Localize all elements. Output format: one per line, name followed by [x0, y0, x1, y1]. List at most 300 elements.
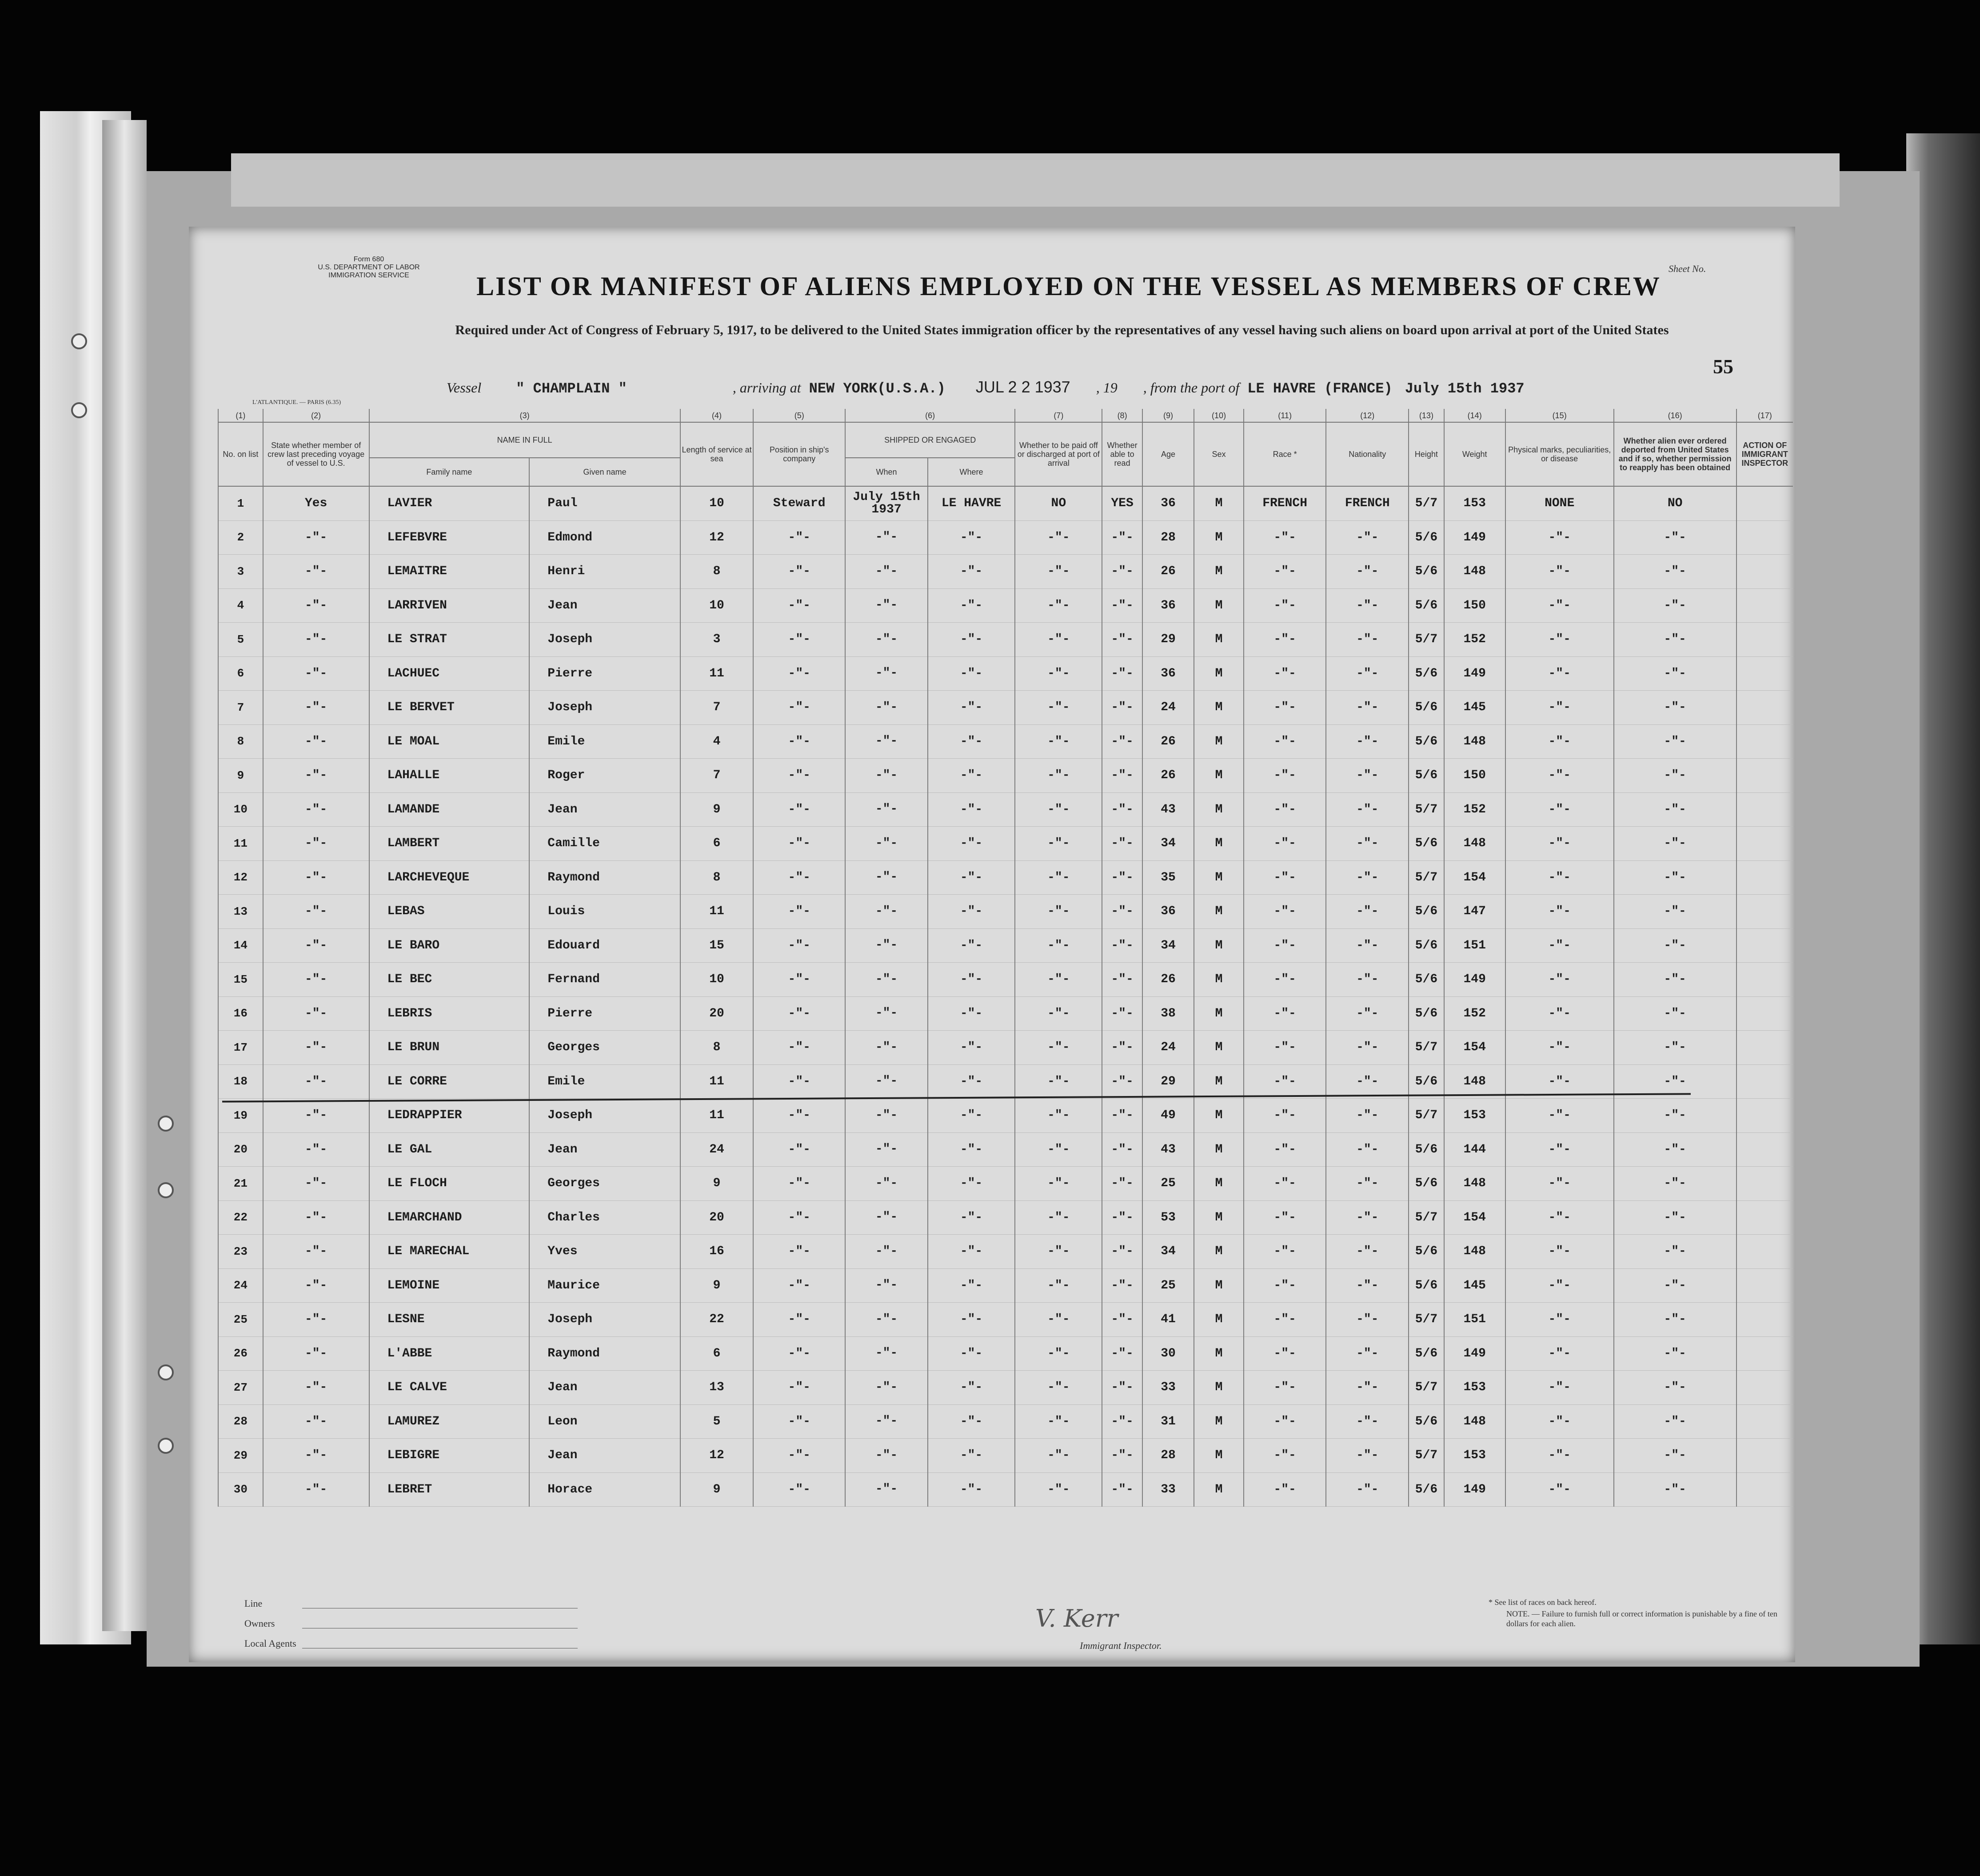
- inspector-action-cell: [1736, 895, 1793, 929]
- prev-voyage-cell: -"-: [263, 827, 369, 861]
- shipped-where-cell: -"-: [928, 1336, 1015, 1371]
- physical-marks-cell: -"-: [1505, 1167, 1614, 1201]
- nationality-cell: -"-: [1326, 1268, 1409, 1303]
- physical-marks-cell: -"-: [1505, 1336, 1614, 1371]
- race-cell: -"-: [1244, 555, 1326, 589]
- race-cell: -"-: [1244, 1268, 1326, 1303]
- prev-voyage-cell: -"-: [263, 555, 369, 589]
- sex-cell: M: [1194, 963, 1243, 997]
- col-5-header: Position in ship's company: [753, 422, 845, 486]
- line-number: 14: [218, 928, 263, 963]
- shipped-where-cell: -"-: [928, 963, 1015, 997]
- family-name-cell: LAMBERT: [369, 827, 530, 861]
- nationality-cell: -"-: [1326, 1371, 1409, 1405]
- table-row: [218, 1268, 1793, 1303]
- line-number: 1: [218, 486, 263, 520]
- col-12-num: (12): [1326, 409, 1409, 422]
- paid-off-cell: -"-: [1015, 588, 1102, 623]
- age-cell: 36: [1142, 588, 1194, 623]
- position-cell: -"-: [753, 1336, 845, 1371]
- service-cell: 15: [680, 928, 753, 963]
- table-row: [218, 759, 1793, 793]
- height-cell: 5/6: [1409, 1132, 1444, 1167]
- age-cell: 26: [1142, 759, 1194, 793]
- physical-marks-cell: -"-: [1505, 827, 1614, 861]
- deported-cell: NO: [1614, 486, 1736, 520]
- age-cell: 34: [1142, 928, 1194, 963]
- position-cell: -"-: [753, 588, 845, 623]
- inspector-action-cell: [1736, 792, 1793, 827]
- inspector-action-cell: [1736, 1303, 1793, 1337]
- inspector-action-cell: [1736, 656, 1793, 691]
- race-cell: -"-: [1244, 1200, 1326, 1235]
- weight-cell: 147: [1444, 895, 1505, 929]
- given-name-cell: Georges: [529, 1031, 680, 1065]
- paid-off-cell: -"-: [1015, 1064, 1102, 1099]
- height-cell: 5/6: [1409, 588, 1444, 623]
- given-name-cell: Pierre: [529, 656, 680, 691]
- service-cell: 11: [680, 656, 753, 691]
- sheet-number-label: Sheet No.: [1669, 263, 1706, 274]
- paid-off-cell: -"-: [1015, 759, 1102, 793]
- able-to-read-cell: -"-: [1102, 623, 1142, 657]
- shipped-where-cell: -"-: [928, 1132, 1015, 1167]
- prev-voyage-cell: -"-: [263, 895, 369, 929]
- height-cell: 5/6: [1409, 996, 1444, 1031]
- given-name-cell: Jean: [529, 1371, 680, 1405]
- inspector-action-cell: [1736, 623, 1793, 657]
- col-14-num: (14): [1444, 409, 1505, 422]
- table-row: [218, 1235, 1793, 1269]
- race-cell: -"-: [1244, 1099, 1326, 1133]
- col-2-header: State whether member of crew last preceding voyage of vessel to U.S.: [263, 422, 369, 486]
- deported-cell: -"-: [1614, 996, 1736, 1031]
- weight-cell: 152: [1444, 623, 1505, 657]
- shipped-when-cell: -"-: [845, 895, 928, 929]
- col-5-num: (5): [753, 409, 845, 422]
- given-name-cell: Roger: [529, 759, 680, 793]
- age-cell: 36: [1142, 656, 1194, 691]
- shipped-when-cell: -"-: [845, 1235, 928, 1269]
- paid-off-cell: -"-: [1015, 1031, 1102, 1065]
- position-cell: -"-: [753, 1064, 845, 1099]
- age-cell: 29: [1142, 623, 1194, 657]
- shipped-when-cell: July 15th 1937: [845, 486, 928, 520]
- family-name-cell: LEFEBVRE: [369, 520, 530, 555]
- weight-cell: 154: [1444, 1031, 1505, 1065]
- sex-cell: M: [1194, 1132, 1243, 1167]
- shipped-when-cell: -"-: [845, 1031, 928, 1065]
- shipped-when-cell: -"-: [845, 928, 928, 963]
- prev-voyage-cell: -"-: [263, 1031, 369, 1065]
- table-row: [218, 656, 1793, 691]
- table-row: [218, 555, 1793, 589]
- physical-marks-cell: -"-: [1505, 623, 1614, 657]
- deported-cell: -"-: [1614, 792, 1736, 827]
- race-cell: -"-: [1244, 656, 1326, 691]
- shipped-where-cell: -"-: [928, 895, 1015, 929]
- position-cell: -"-: [753, 1235, 845, 1269]
- service-cell: 11: [680, 895, 753, 929]
- fine-note: NOTE. — Failure to furnish full or correct information is punishable by a fine of ten dollars for each alien.: [1506, 1609, 1777, 1628]
- col-3-num: (3): [369, 409, 680, 422]
- deported-cell: -"-: [1614, 1472, 1736, 1507]
- shipped-where-cell: -"-: [928, 724, 1015, 759]
- inspector-action-cell: [1736, 759, 1793, 793]
- table-row: [218, 1167, 1793, 1201]
- deported-cell: -"-: [1614, 520, 1736, 555]
- shipped-where-cell: LE HAVRE: [928, 486, 1015, 520]
- given-name-cell: Louis: [529, 895, 680, 929]
- line-number: 22: [218, 1200, 263, 1235]
- service-cell: 12: [680, 1439, 753, 1473]
- shipped-when-cell: -"-: [845, 588, 928, 623]
- table-row: [218, 724, 1793, 759]
- age-cell: 43: [1142, 792, 1194, 827]
- line-number: 16: [218, 996, 263, 1031]
- sex-cell: M: [1194, 486, 1243, 520]
- paid-off-cell: -"-: [1015, 895, 1102, 929]
- prev-voyage-cell: -"-: [263, 759, 369, 793]
- weight-cell: 149: [1444, 520, 1505, 555]
- height-cell: 5/6: [1409, 759, 1444, 793]
- shipped-where-cell: -"-: [928, 1439, 1015, 1473]
- table-row: [218, 963, 1793, 997]
- departure-date: July 15th 1937: [1405, 380, 1525, 397]
- paid-off-cell: -"-: [1015, 1336, 1102, 1371]
- paid-off-cell: -"-: [1015, 1235, 1102, 1269]
- position-cell: -"-: [753, 928, 845, 963]
- left-book-edge: [102, 120, 147, 1631]
- service-cell: 8: [680, 555, 753, 589]
- given-name-cell: Joseph: [529, 691, 680, 725]
- inspector-action-cell: [1736, 691, 1793, 725]
- line-number: 7: [218, 691, 263, 725]
- deported-cell: -"-: [1614, 963, 1736, 997]
- race-cell: -"-: [1244, 724, 1326, 759]
- able-to-read-cell: -"-: [1102, 1336, 1142, 1371]
- height-cell: 5/7: [1409, 1439, 1444, 1473]
- paid-off-cell: -"-: [1015, 623, 1102, 657]
- prev-voyage-cell: -"-: [263, 691, 369, 725]
- binder-hole: [158, 1182, 174, 1198]
- table-row: [218, 860, 1793, 895]
- race-cell: -"-: [1244, 691, 1326, 725]
- able-to-read-cell: -"-: [1102, 860, 1142, 895]
- sex-cell: M: [1194, 996, 1243, 1031]
- age-cell: 26: [1142, 963, 1194, 997]
- page-number: 55: [1713, 355, 1733, 378]
- weight-cell: 148: [1444, 1235, 1505, 1269]
- col-13-header: Height: [1409, 422, 1444, 486]
- sex-cell: M: [1194, 1064, 1243, 1099]
- table-row: [218, 588, 1793, 623]
- family-name-cell: LEDRAPPIER: [369, 1099, 530, 1133]
- physical-marks-cell: -"-: [1505, 691, 1614, 725]
- paid-off-cell: -"-: [1015, 555, 1102, 589]
- inspector-action-cell: [1736, 1031, 1793, 1065]
- physical-marks-cell: -"-: [1505, 1472, 1614, 1507]
- shipped-where-cell: -"-: [928, 623, 1015, 657]
- service-cell: 4: [680, 724, 753, 759]
- height-cell: 5/7: [1409, 486, 1444, 520]
- inspector-action-cell: [1736, 1336, 1793, 1371]
- able-to-read-cell: -"-: [1102, 1099, 1142, 1133]
- nationality-cell: -"-: [1326, 1439, 1409, 1473]
- deported-cell: -"-: [1614, 759, 1736, 793]
- sex-cell: M: [1194, 1268, 1243, 1303]
- race-cell: -"-: [1244, 963, 1326, 997]
- shipped-when-cell: -"-: [845, 1167, 928, 1201]
- shipped-when-cell: -"-: [845, 1200, 928, 1235]
- service-cell: 9: [680, 1268, 753, 1303]
- col-8-header: Whether able to read: [1102, 422, 1142, 486]
- table-row: [218, 1200, 1793, 1235]
- service-cell: 7: [680, 759, 753, 793]
- family-name-cell: LEMAITRE: [369, 555, 530, 589]
- age-cell: 36: [1142, 895, 1194, 929]
- prev-voyage-cell: -"-: [263, 1132, 369, 1167]
- col-8-num: (8): [1102, 409, 1142, 422]
- age-cell: 34: [1142, 1235, 1194, 1269]
- family-name-cell: LE BRUN: [369, 1031, 530, 1065]
- paid-off-cell: -"-: [1015, 1167, 1102, 1201]
- shipped-where-cell: -"-: [928, 1371, 1015, 1405]
- year-label: , 19: [1096, 380, 1118, 396]
- race-cell: -"-: [1244, 1167, 1326, 1201]
- inspector-action-cell: [1736, 486, 1793, 520]
- vessel-label: Vessel: [447, 380, 482, 396]
- shipped-where-header: Where: [928, 458, 1015, 486]
- line-number: 30: [218, 1472, 263, 1507]
- shipped-when-cell: -"-: [845, 1336, 928, 1371]
- age-cell: 28: [1142, 1439, 1194, 1473]
- position-cell: -"-: [753, 1371, 845, 1405]
- deported-cell: -"-: [1614, 1132, 1736, 1167]
- nationality-cell: -"-: [1326, 1099, 1409, 1133]
- local-agents-label: Local Agents: [244, 1638, 296, 1649]
- age-cell: 53: [1142, 1200, 1194, 1235]
- service-cell: 12: [680, 520, 753, 555]
- weight-cell: 153: [1444, 486, 1505, 520]
- table-row: [218, 1336, 1793, 1371]
- shipped-when-cell: -"-: [845, 1404, 928, 1439]
- sex-cell: M: [1194, 792, 1243, 827]
- nationality-cell: -"-: [1326, 928, 1409, 963]
- prev-voyage-cell: -"-: [263, 1439, 369, 1473]
- table-row: [218, 928, 1793, 963]
- physical-marks-cell: -"-: [1505, 1099, 1614, 1133]
- race-cell: -"-: [1244, 1371, 1326, 1405]
- family-name-cell: LAMANDE: [369, 792, 530, 827]
- paid-off-cell: -"-: [1015, 1099, 1102, 1133]
- nationality-cell: -"-: [1326, 1167, 1409, 1201]
- family-name-cell: LEBRET: [369, 1472, 530, 1507]
- race-cell: -"-: [1244, 759, 1326, 793]
- sex-cell: M: [1194, 1371, 1243, 1405]
- able-to-read-cell: -"-: [1102, 724, 1142, 759]
- col-1-num: (1): [218, 409, 263, 422]
- height-cell: 5/6: [1409, 1167, 1444, 1201]
- race-cell: FRENCH: [1244, 486, 1326, 520]
- prev-voyage-cell: -"-: [263, 1371, 369, 1405]
- height-cell: 5/7: [1409, 792, 1444, 827]
- able-to-read-cell: -"-: [1102, 656, 1142, 691]
- weight-cell: 149: [1444, 963, 1505, 997]
- able-to-read-cell: -"-: [1102, 895, 1142, 929]
- col-10-num: (10): [1194, 409, 1243, 422]
- paid-off-cell: -"-: [1015, 928, 1102, 963]
- given-name-cell: Emile: [529, 724, 680, 759]
- height-cell: 5/6: [1409, 691, 1444, 725]
- nationality-cell: -"-: [1326, 724, 1409, 759]
- sex-cell: M: [1194, 520, 1243, 555]
- weight-cell: 150: [1444, 759, 1505, 793]
- given-name-cell: Raymond: [529, 860, 680, 895]
- prev-voyage-cell: -"-: [263, 996, 369, 1031]
- physical-marks-cell: -"-: [1505, 1404, 1614, 1439]
- service-cell: 11: [680, 1064, 753, 1099]
- physical-marks-cell: -"-: [1505, 1303, 1614, 1337]
- nationality-cell: -"-: [1326, 588, 1409, 623]
- shipped-when-cell: -"-: [845, 656, 928, 691]
- nationality-cell: -"-: [1326, 895, 1409, 929]
- able-to-read-cell: -"-: [1102, 1235, 1142, 1269]
- able-to-read-cell: -"-: [1102, 1132, 1142, 1167]
- prev-voyage-cell: -"-: [263, 860, 369, 895]
- age-cell: 31: [1142, 1404, 1194, 1439]
- prev-voyage-cell: -"-: [263, 724, 369, 759]
- position-cell: -"-: [753, 895, 845, 929]
- nationality-cell: -"-: [1326, 656, 1409, 691]
- deported-cell: -"-: [1614, 656, 1736, 691]
- race-cell: -"-: [1244, 1031, 1326, 1065]
- nationality-cell: -"-: [1326, 1132, 1409, 1167]
- race-cell: -"-: [1244, 792, 1326, 827]
- table-row: [218, 792, 1793, 827]
- weight-cell: 151: [1444, 928, 1505, 963]
- sex-cell: M: [1194, 1031, 1243, 1065]
- given-name-cell: Georges: [529, 1167, 680, 1201]
- deported-cell: -"-: [1614, 691, 1736, 725]
- position-cell: -"-: [753, 1031, 845, 1065]
- sex-cell: M: [1194, 928, 1243, 963]
- inspector-action-cell: [1736, 860, 1793, 895]
- col-13-num: (13): [1409, 409, 1444, 422]
- col-16-num: (16): [1614, 409, 1736, 422]
- line-number: 3: [218, 555, 263, 589]
- able-to-read-cell: -"-: [1102, 1439, 1142, 1473]
- weight-cell: 153: [1444, 1371, 1505, 1405]
- race-cell: -"-: [1244, 1064, 1326, 1099]
- race-cell: -"-: [1244, 1235, 1326, 1269]
- age-cell: 28: [1142, 520, 1194, 555]
- nationality-cell: -"-: [1326, 996, 1409, 1031]
- table-row: [218, 1132, 1793, 1167]
- height-cell: 5/6: [1409, 928, 1444, 963]
- race-cell: -"-: [1244, 1336, 1326, 1371]
- sex-cell: M: [1194, 860, 1243, 895]
- height-cell: 5/6: [1409, 656, 1444, 691]
- deported-cell: -"-: [1614, 1064, 1736, 1099]
- shipped-when-cell: -"-: [845, 996, 928, 1031]
- paid-off-cell: -"-: [1015, 996, 1102, 1031]
- paid-off-cell: -"-: [1015, 656, 1102, 691]
- prev-voyage-cell: -"-: [263, 1268, 369, 1303]
- table-row: [218, 1303, 1793, 1337]
- physical-marks-cell: NONE: [1505, 486, 1614, 520]
- nationality-cell: -"-: [1326, 691, 1409, 725]
- printer-mark: L'ATLANTIQUE. — PARIS (6.35): [252, 399, 341, 406]
- table-row: [218, 1031, 1793, 1065]
- line-number: 24: [218, 1268, 263, 1303]
- weight-cell: 149: [1444, 1336, 1505, 1371]
- weight-cell: 151: [1444, 1303, 1505, 1337]
- line-number: 18: [218, 1064, 263, 1099]
- race-cell: -"-: [1244, 1404, 1326, 1439]
- sex-cell: M: [1194, 827, 1243, 861]
- nationality-cell: FRENCH: [1326, 486, 1409, 520]
- sex-cell: M: [1194, 1099, 1243, 1133]
- given-name-cell: Joseph: [529, 1099, 680, 1133]
- given-name-cell: Jean: [529, 792, 680, 827]
- sex-cell: M: [1194, 691, 1243, 725]
- physical-marks-cell: -"-: [1505, 1064, 1614, 1099]
- shipped-when-cell: -"-: [845, 792, 928, 827]
- service-cell: 22: [680, 1303, 753, 1337]
- prev-voyage-cell: -"-: [263, 1064, 369, 1099]
- nationality-cell: -"-: [1326, 623, 1409, 657]
- sex-cell: M: [1194, 1167, 1243, 1201]
- line-number: 5: [218, 623, 263, 657]
- shipped-when-cell: -"-: [845, 759, 928, 793]
- col-15-header: Physical marks, peculiarities, or disease: [1505, 422, 1614, 486]
- height-cell: 5/6: [1409, 963, 1444, 997]
- col-6-header: SHIPPED OR ENGAGED: [845, 422, 1015, 458]
- deported-cell: -"-: [1614, 827, 1736, 861]
- able-to-read-cell: -"-: [1102, 996, 1142, 1031]
- service-cell: 13: [680, 1371, 753, 1405]
- table-row: [218, 895, 1793, 929]
- shipped-where-cell: -"-: [928, 1200, 1015, 1235]
- line-number: 28: [218, 1404, 263, 1439]
- physical-marks-cell: -"-: [1505, 1268, 1614, 1303]
- shipped-when-cell: -"-: [845, 860, 928, 895]
- inspector-action-cell: [1736, 1235, 1793, 1269]
- line-number: 27: [218, 1371, 263, 1405]
- position-cell: -"-: [753, 1132, 845, 1167]
- weight-cell: 148: [1444, 827, 1505, 861]
- line-number: 17: [218, 1031, 263, 1065]
- prev-voyage-cell: -"-: [263, 1167, 369, 1201]
- line-number: 21: [218, 1167, 263, 1201]
- family-name-cell: LEBRIS: [369, 996, 530, 1031]
- given-name-cell: Jean: [529, 1132, 680, 1167]
- given-name-cell: Pierre: [529, 996, 680, 1031]
- races-note: * See list of races on back hereof.: [1489, 1598, 1597, 1607]
- position-cell: -"-: [753, 1472, 845, 1507]
- physical-marks-cell: -"-: [1505, 759, 1614, 793]
- line-number: 15: [218, 963, 263, 997]
- paid-off-cell: -"-: [1015, 792, 1102, 827]
- nationality-cell: -"-: [1326, 963, 1409, 997]
- able-to-read-cell: -"-: [1102, 1472, 1142, 1507]
- prev-voyage-cell: -"-: [263, 588, 369, 623]
- able-to-read-cell: YES: [1102, 486, 1142, 520]
- table-row: [218, 1099, 1793, 1133]
- binder-hole: [158, 1364, 174, 1380]
- height-cell: 5/7: [1409, 623, 1444, 657]
